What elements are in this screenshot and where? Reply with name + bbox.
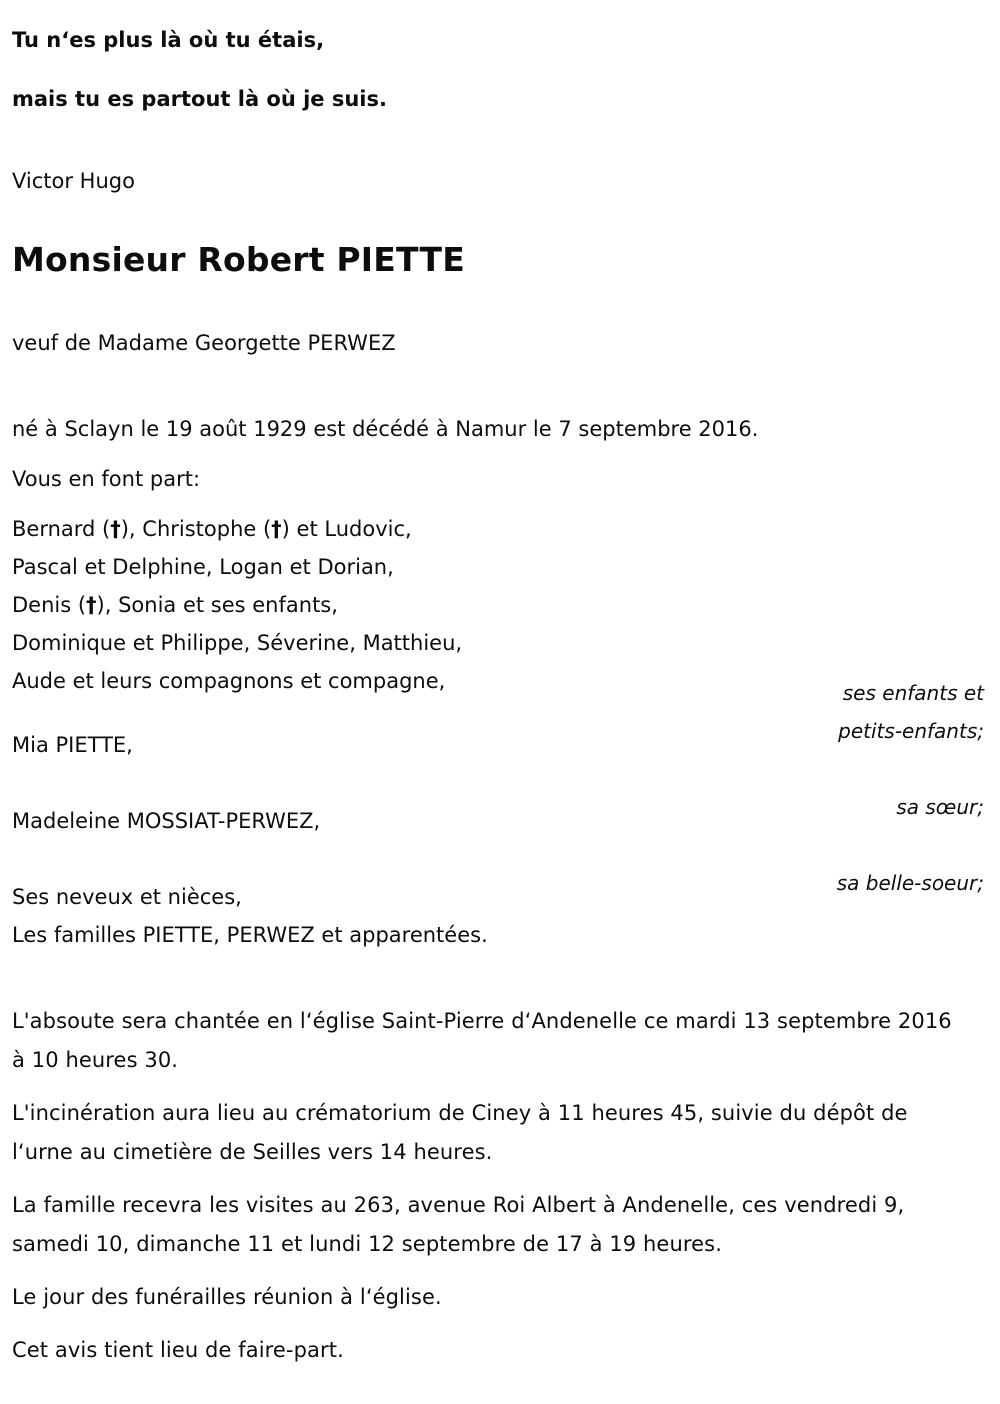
ceremony-visits: La famille recevra les visites au 263, avenue Roi Albert à Andenelle, ces vendredi 9, samedi 10, dimanche 11 et lundi 12 septembre de 17 à 19 heures.: [12, 1193, 905, 1256]
relation-label-sister: sa sœur;: [896, 795, 984, 819]
names-text-before: Dominique et Philippe, Séverine, Matthieu,: [12, 631, 463, 655]
spouse-relation-line: veuf de Madame Georgette PERWEZ: [12, 331, 396, 355]
relation-children-line-1: ses enfants et: [842, 681, 984, 705]
survivor-nephews-nieces: Ses neveux et nièces,: [12, 885, 242, 909]
deceased-name: Monsieur Robert PIETTE: [12, 240, 465, 279]
ceremony-cremation: L'incinération aura lieu au crématorium de Ciney à 11 heures 45, suivie du dépôt de l‘urne au cimetière de Seilles vers 14 heures.: [12, 1101, 908, 1164]
ceremony-gathering: Le jour des funérailles réunion à l‘église.: [12, 1285, 442, 1309]
names-text-before: Pascal et Delphine, Logan et Dorian,: [12, 555, 394, 579]
ceremony-details: [12, 1002, 992, 1370]
relation-label-sister-in-law: sa belle-soeur;: [836, 871, 984, 895]
epigraph-quote: [12, 21, 992, 118]
survivor-mia: Mia PIETTE,: [12, 733, 133, 757]
survivor-madeleine: Madeleine MOSSIAT-PERWEZ,: [12, 809, 321, 833]
names-text-after: ) et Ludovic,: [281, 517, 412, 541]
list-item: [12, 510, 992, 548]
birth-death-line: né à Sclayn le 19 août 1929 est décédé à Namur le 7 septembre 2016.: [12, 417, 759, 441]
names-text-middle: ), Sonia et ses enfants,: [96, 593, 338, 617]
relation-label-children: [838, 674, 984, 750]
survivor-families: Les familles PIETTE, PERWEZ et apparentées.: [12, 923, 488, 947]
epigraph-line-2: mais tu es partout là où je suis.: [12, 87, 387, 111]
ceremony-absolution: L'absoute sera chantée en l‘église Saint-Pierre d‘Andenelle ce mardi 13 septembre 2016 à 10 heures 30.: [12, 1009, 952, 1072]
dagger-icon: †: [86, 593, 97, 617]
names-text-before: Aude et leurs compagnons et compagne,: [12, 669, 446, 693]
epigraph-attribution: Victor Hugo: [12, 169, 135, 193]
epigraph-line-1: Tu n‘es plus là où tu étais,: [12, 28, 325, 52]
relation-children-line-2: petits-enfants;: [838, 719, 984, 743]
survivors-section: [12, 510, 992, 954]
ceremony-notice: Cet avis tient lieu de faire-part.: [12, 1338, 344, 1362]
names-text-before: Bernard (: [12, 517, 111, 541]
names-text-before: Denis (: [12, 593, 87, 617]
dagger-icon: †: [110, 517, 121, 541]
survivor-name-list: [12, 510, 992, 700]
dagger-icon: †: [271, 517, 282, 541]
announcement-lead: Vous en font part:: [12, 467, 201, 491]
names-text-middle: ), Christophe (: [120, 517, 272, 541]
list-item: [12, 624, 992, 662]
list-item: [12, 548, 992, 586]
list-item: [12, 586, 992, 624]
